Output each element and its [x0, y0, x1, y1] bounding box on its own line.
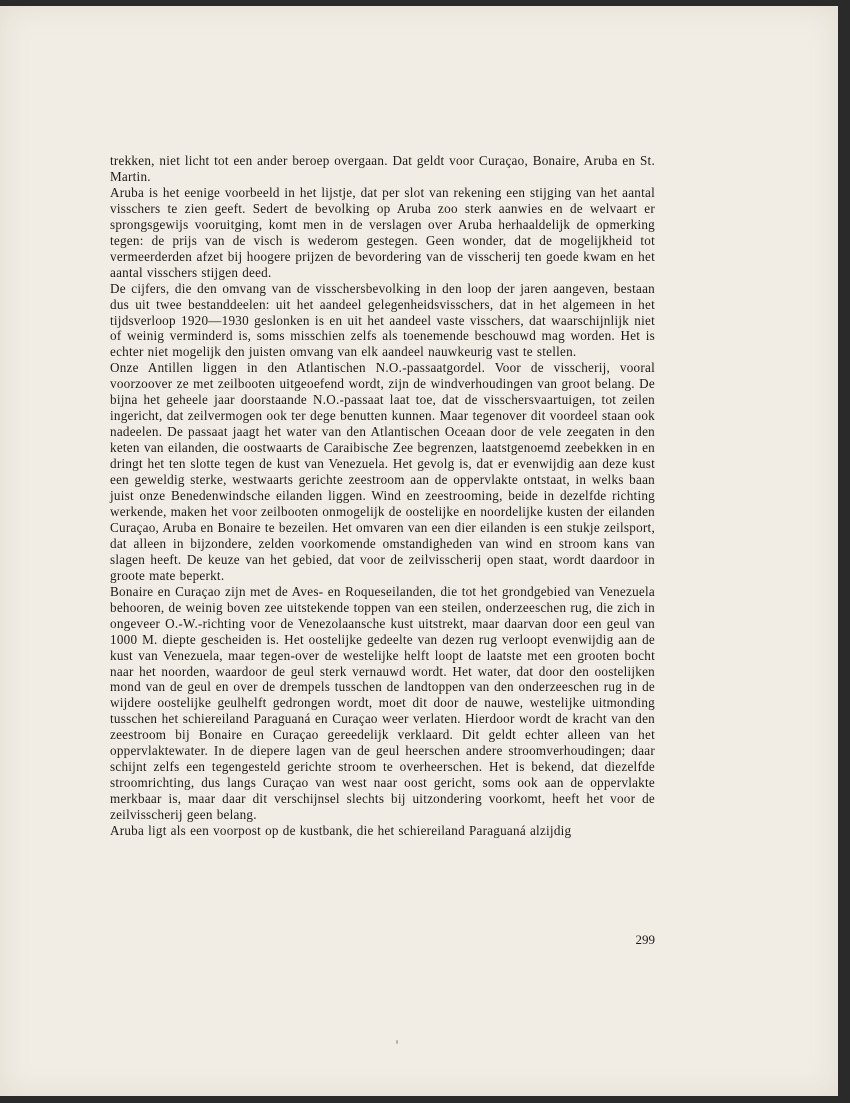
paragraph-5: Bonaire en Curaçao zijn met de Aves- en Roqueseilanden, die tot het grondgebied van Venezuela behooren, de weinig boven zee uitstekende toppen van een steilen, onderzeeschen rug, die zich in ongeveer O.-W.-richting voor de Venezolaansche kust uitstrekt, maar daarvan door een geul van 1000 M. diepte gescheiden is. Het oostelijke gedeelte van dezen rug verloopt evenwijdig aan de kust van Venezuela, maar tegen-over de westelijke helft loopt de laatste met een grooten bocht naar het noorden, waardoor de geul sterk vernauwd wordt. Het water, dat door den oostelijken mond van de geul en over de drempels tusschen de landtoppen van den onderzeeschen rug in de wijdere oostelijke geulhelft gedrongen wordt, moet dit door de nauwe, westelijke uitmonding tusschen het schiereiland Paraguaná en Curaçao weer verlaten. Hierdoor wordt de kracht van den zeestroom bij Bonaire en Curaçao gereedelijk verklaard. Dit geldt echter alleen van het oppervlaktewater. In de diepere lagen van de geul heerschen andere stroomverhoudingen; daar schijnt zelfs een tegengesteld gerichte stroom te overheerschen. Het is bekend, dat diezelfde stroomrichting, dus langs Curaçao van west naar oost gericht, soms ook aan de oppervlakte merkbaar is, maar daar dit verschijnsel slechts bij uitzondering voorkomt, heeft het voor de zeilvisscherij geen belang. — [110, 583, 655, 823]
paragraph-3: De cijfers, die den omvang van de visschersbevolking in den loop der jaren aangeven, bestaan dus uit twee bestanddeelen: uit het aandeel gelegenheidsvisschers, dat in het algemeen in het tijdsverloop 1920—1930 geslonken is en uit het aandeel vaste visschers, dat waarschijnlijk niet of weinig verminderd is, soms misschien zelfs als toenemende beschouwd mag worden. Het is echter niet mogelijk den juisten omvang van elk aandeel nauwkeurig vast te stellen. — [110, 280, 655, 360]
scan-border-bottom — [0, 1096, 850, 1103]
paragraph-2: Aruba is het eenige voorbeeld in het lijstje, dat per slot van rekening een stijging van het aantal visschers te zien geeft. Sedert de bevolking op Aruba zoo sterk aanwies en de welvaart er sprongsgewijs vooruitging, komt men in de verslagen over Aruba herhaaldelijk de opmerking tegen: de prijs van de visch is wederom gestegen. Geen wonder, dat de mogelijkheid tot vermeerderden afzet bij hoogere prijzen de bevordering van de visscherij ten goede kwam en het aantal visschers stijgen deed. — [110, 184, 655, 280]
body-text — [110, 153, 655, 839]
paper-speck — [396, 1040, 398, 1044]
paragraph-1: trekken, niet licht tot een ander beroep overgaan. Dat geldt voor Curaçao, Bonaire, Aruba en St. Martin. — [110, 153, 655, 184]
paragraph-4: Onze Antillen liggen in den Atlantischen N.O.-passaatgordel. Voor de visscherij, vooral voorzoover ze met zeilbooten uitgeoefend wordt, zijn de windverhoudingen van groot belang. De bijna het geheele jaar doorstaande N.O.-passaat laat toe, dat de visschersvaartuigen, tot zeilen ingericht, dat zeilvermogen ook ter dege benutten kunnen. Maar tegenover dit voordeel staan ook nadeelen. De passaat jaagt het water van den Atlantischen Oceaan door de vele zeegaten in den keten van eilanden, die oostwaarts de Caraibische Zee begrenzen, laatstgenoemd zeebekken in en dringt het ten slotte tegen de kust van Venezuela. Het gevolg is, dat er evenwijdig aan deze kust een geweldig sterke, westwaarts gerichte zeestroom aan de oppervlakte ontstaat, in welks baan juist onze Benedenwindsche eilanden liggen. Wind en zeestrooming, beide in dezelfde richting werkende, maken het voor zeilbooten onmogelijk de oostelijke en noordelijke kusten der eilanden Curaçao, Aruba en Bonaire te bezeilen. Het omvaren van een dier eilanden is een stukje zeilsport, dat alleen in bijzondere, zelden voorkomende omstandigheden van wind en stroom kans van slagen heeft. De keuze van het gebied, dat voor de zeilvisscherij open staat, wordt daardoor in groote mate beperkt. — [110, 360, 655, 583]
page-number: 299 — [635, 932, 655, 947]
paragraph-6: Aruba ligt als een voorpost op de kustbank, die het schiereiland Paraguaná alzijdig — [110, 823, 572, 839]
scan-border-right — [838, 0, 850, 1103]
scanned-page — [0, 6, 838, 1096]
